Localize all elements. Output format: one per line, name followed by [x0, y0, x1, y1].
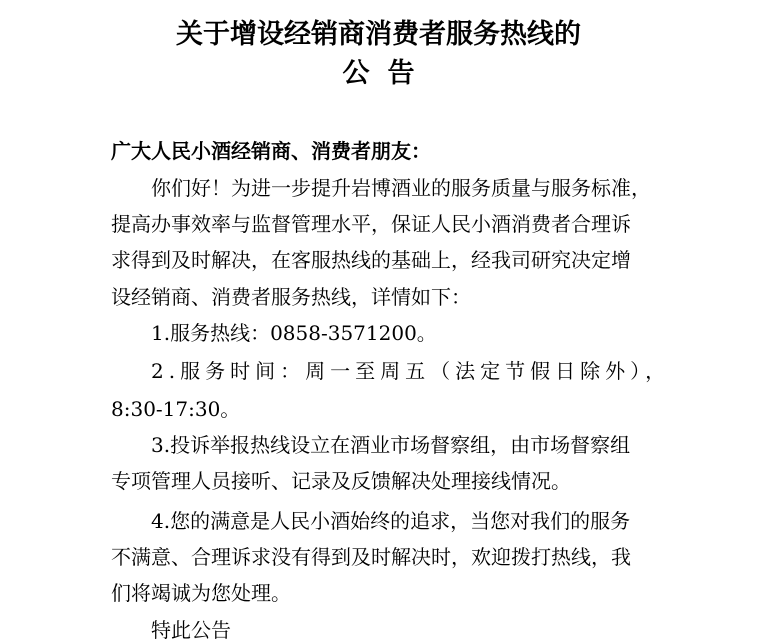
complaint-item: 3.投诉举报热线设立在酒业市场督察组，由市场督察组 [151, 433, 631, 457]
service-hours-time: 8:30-17:30。 [111, 397, 241, 421]
document-title: 关于增设经销商消费者服务热线的 [176, 19, 581, 50]
paragraph-line: 设经销商、消费者服务热线，详情如下： [111, 285, 471, 309]
hotline-item: 1.服务热线：0858-3571200。 [151, 321, 437, 345]
satisfaction-item-line: 们将竭诚为您处理。 [111, 581, 291, 605]
closing: 特此公告 [151, 618, 231, 642]
service-hours-item: 2.服务时间：周一至周五（法定节假日除外）， [151, 359, 671, 383]
paragraph-line: 求得到及时解决，在客服热线的基础上，经我司研究决定增 [111, 248, 631, 272]
document-title-notice: 公告 [342, 58, 433, 89]
satisfaction-item: 4.您的满意是人民小酒始终的追求，当您对我们的服务 [151, 509, 631, 533]
paragraph-line: 你们好！为进一步提升岩博酒业的服务质量与服务标准， [151, 176, 651, 200]
satisfaction-item-line: 不满意、合理诉求没有得到及时解决时，欢迎拨打热线，我 [111, 545, 631, 569]
paragraph-line: 提高办事效率与监督管理水平，保证人民小酒消费者合理诉 [111, 212, 631, 236]
salutation: 广大人民小酒经销商、消费者朋友： [111, 139, 431, 163]
complaint-item-line: 专项管理人员接听、记录及反馈解决处理接线情况。 [111, 469, 571, 493]
